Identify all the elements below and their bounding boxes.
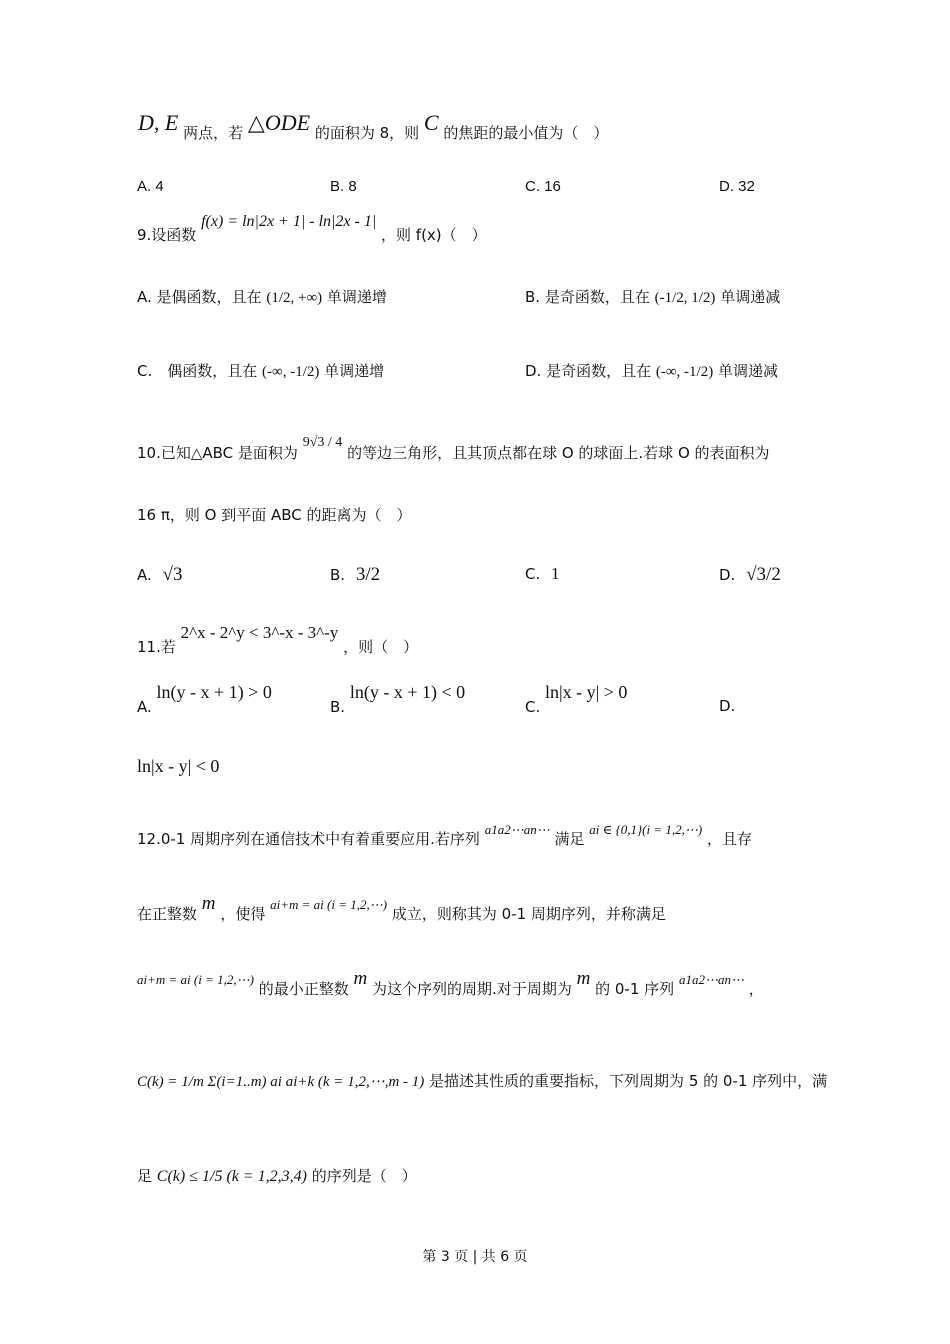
q12-line5-cond: C(k) ≤ 1/5 (k = 1,2,3,4) xyxy=(156,1168,308,1185)
q8-math-c: C xyxy=(423,110,439,135)
q8-text2: 的面积为 8，则 xyxy=(314,124,420,142)
q9-stem xyxy=(137,210,487,244)
q12-line4-text: 是描述其性质的重要指标，下列周期为 5 的 0-1 序列中，满 xyxy=(429,1072,828,1090)
q12-sequence: a1a2⋯an⋯ xyxy=(484,822,550,837)
q9-option-c xyxy=(137,360,384,381)
q12-line5-b: 的序列是（ ） xyxy=(311,1167,417,1185)
q9-suffix: ，则 f(x)（ ） xyxy=(381,226,487,244)
q12-line1 xyxy=(137,818,752,848)
q10-line1 xyxy=(137,430,770,462)
page-footer: 第 3 页 | 共 6 页 xyxy=(422,1249,528,1265)
q8-text1: 两点，若 xyxy=(183,124,244,142)
q11-condition: 2^x - 2^y < 3^-x - 3^-y xyxy=(180,623,339,642)
q11-option-d-label: D. xyxy=(719,697,736,715)
q9-option-d-label: D. 是奇函数，且在 xyxy=(525,362,652,380)
q9-option-a-tail: 单调递增 xyxy=(326,288,387,306)
q12-line1-a: 12.0-1 周期序列在通信技术中有着重要应用.若序列 xyxy=(137,830,480,848)
q10-prefix: 10.已知△ABC 是面积为 xyxy=(137,444,298,462)
q10-option-b xyxy=(330,564,380,586)
q9-option-a xyxy=(137,286,387,307)
q12-line3-a: 的最小正整数 xyxy=(258,980,349,998)
q9-option-c-tail: 单调递增 xyxy=(324,362,385,380)
q12-m-2: m xyxy=(353,968,368,989)
q11-option-a-label: A. xyxy=(137,698,152,716)
q9-option-a-label: A. 是偶函数，且在 xyxy=(137,288,262,306)
q9-prefix: 9.设函数 xyxy=(137,226,197,244)
q11-option-b-expr: ln(y - x + 1) < 0 xyxy=(349,682,466,702)
q9-option-b-tail: 单调递减 xyxy=(720,288,781,306)
q10-option-c xyxy=(525,564,560,584)
q10-option-d-label: D. xyxy=(719,566,736,584)
q11-stem xyxy=(137,622,419,656)
q11-option-c-expr: ln|x - y| > 0 xyxy=(545,682,628,702)
q8-option-d: D. 32 xyxy=(719,178,755,195)
q8-option-c: C. 16 xyxy=(525,178,561,195)
q11-suffix: ，则（ ） xyxy=(343,638,419,656)
q11-prefix: 11.若 xyxy=(137,638,176,656)
q12-line2 xyxy=(137,893,666,923)
q8-option-b: B. 8 xyxy=(330,178,357,195)
q10-option-a-value: √3 xyxy=(162,564,183,585)
q12-line3 xyxy=(137,968,764,998)
q11-option-a xyxy=(137,682,272,716)
q10-option-a xyxy=(137,564,182,586)
q12-line3-b: 为这个序列的周期.对于周期为 xyxy=(372,980,572,998)
q10-option-a-label: A. xyxy=(137,566,152,584)
q11-option-a-expr: ln(y - x + 1) > 0 xyxy=(156,682,272,702)
q12-period-eq-2: ai+m = ai (i = 1,2,⋯) xyxy=(137,972,254,987)
q11-option-c xyxy=(525,682,628,716)
q12-line2-c: 成立，则称其为 0-1 周期序列，并称满足 xyxy=(391,905,666,923)
q12-condition: ai ∈ {0,1}(i = 1,2,⋯) xyxy=(589,822,703,837)
q8-option-a: A. 4 xyxy=(137,178,164,195)
q12-line2-a: 在正整数 xyxy=(137,905,198,923)
q10-line1-tail: 的等边三角形，且其顶点都在球 O 的球面上.若球 O 的表面积为 xyxy=(347,444,770,462)
q10-option-c-label: C. xyxy=(525,565,541,583)
q12-line2-b: ，使得 xyxy=(220,905,266,923)
q8-math-de: D, E xyxy=(138,110,179,135)
q10-option-d xyxy=(719,564,781,586)
q9-option-c-label: C. 偶函数，且在 xyxy=(137,362,258,380)
q12-line1-b: 满足 xyxy=(554,830,585,848)
q11-option-b xyxy=(330,682,466,716)
q9-option-c-interval: (-∞, -1/2) xyxy=(262,364,320,380)
q12-line5 xyxy=(137,1165,417,1186)
q8-text3: 的焦距的最小值为（ ） xyxy=(443,124,609,142)
q10-area: 9√3 / 4 xyxy=(302,435,343,450)
q12-line3-d: ， xyxy=(748,980,764,998)
q8-math-ode: △ODE xyxy=(247,110,311,135)
q9-option-b-label: B. 是奇函数，且在 xyxy=(525,288,650,306)
q12-line1-c: ，且存 xyxy=(706,830,752,848)
q9-option-a-interval: (1/2, +∞) xyxy=(266,290,323,306)
q12-sequence-2: a1a2⋯an⋯ xyxy=(678,972,744,987)
q11-option-b-label: B. xyxy=(330,698,346,716)
q10-option-c-value: 1 xyxy=(551,564,560,583)
q11-option-c-label: C. xyxy=(525,698,541,716)
q9-option-b-interval: (-1/2, 1/2) xyxy=(654,290,716,306)
q12-line4 xyxy=(137,1070,827,1091)
q12-period-eq: ai+m = ai (i = 1,2,⋯) xyxy=(270,897,388,912)
q12-line3-c: 的 0-1 序列 xyxy=(595,980,675,998)
q10-option-b-value: 3/2 xyxy=(355,564,381,585)
q9-option-d xyxy=(525,360,778,381)
q10-option-b-label: B. xyxy=(330,566,346,584)
q10-option-d-value: √3/2 xyxy=(746,564,781,585)
q9-option-d-interval: (-∞, -1/2) xyxy=(655,364,714,380)
q9-option-b xyxy=(525,286,780,307)
q12-m-1: m xyxy=(201,893,216,914)
q12-ck-formula: C(k) = 1/m Σ(i=1..m) ai ai+k (k = 1,2,⋯,m - 1) xyxy=(137,1074,425,1090)
q12-m-3: m xyxy=(576,968,591,989)
q10-line2: 16 π，则 O 到平面 ABC 的距离为（ ） xyxy=(137,506,412,524)
q9-function: f(x) = ln|2x + 1| - ln|2x - 1| xyxy=(201,213,377,230)
q11-option-d-expr: ln|x - y| < 0 xyxy=(137,756,220,776)
q12-line5-a: 足 xyxy=(137,1167,153,1185)
q9-option-d-tail: 单调递减 xyxy=(718,362,779,380)
q8-tail-line xyxy=(138,110,609,144)
